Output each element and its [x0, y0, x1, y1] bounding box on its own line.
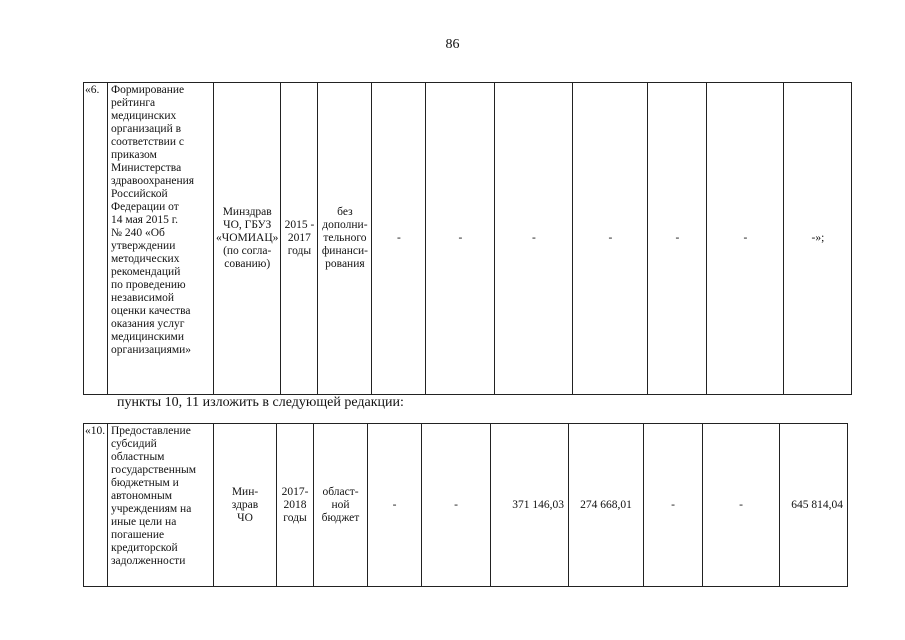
row-number: «10.: [84, 424, 108, 587]
table-row-10: [83, 423, 848, 587]
value-cell: -: [644, 424, 703, 587]
period-cell: 2017- 2018 годы: [277, 424, 314, 587]
financing-source-cell: област- ной бюджет: [314, 424, 368, 587]
value-cell: -: [372, 83, 426, 395]
financing-source-cell: без дополни- тельного финанси- рования: [318, 83, 372, 395]
value-cell: -: [703, 424, 780, 587]
amendment-instruction: пункты 10, 11 изложить в следующей редакции:: [117, 395, 404, 410]
table-row-6: [83, 82, 852, 395]
value-cell: -: [648, 83, 707, 395]
measure-name: Формирование рейтинга медицинских организаций в соответствии с приказом Министерства здравоохранения Российской Федерации от 14 мая 2015 г. № 240 «Об утверждении методических рекомендаций по проведению независимой оценки качества оказания услуг медицинскими организациями»: [108, 83, 214, 395]
value-cell: -: [707, 83, 784, 395]
row-number: «6.: [84, 83, 108, 395]
value-cell: -: [422, 424, 491, 587]
table-row: [84, 424, 848, 587]
value-cell: -: [573, 83, 648, 395]
executor-cell: Мин- здрав ЧО: [214, 424, 277, 587]
value-cell: 371 146,03: [491, 424, 569, 587]
value-cell: -: [426, 83, 495, 395]
table-row: [84, 83, 852, 395]
value-cell: -: [368, 424, 422, 587]
page-number: 86: [445, 37, 460, 52]
value-cell: 274 668,01: [569, 424, 644, 587]
total-cell: 645 814,04: [780, 424, 848, 587]
value-cell: -: [495, 83, 573, 395]
measure-name: Предоставление субсидий областным государственным бюджетным и автономным учреждениям на иные цели на погашение кредиторской задолженности: [108, 424, 214, 587]
period-cell: 2015 - 2017 годы: [281, 83, 318, 395]
total-cell: -»;: [784, 83, 852, 395]
executor-cell: Минздрав ЧО, ГБУЗ «ЧОМИАЦ» (по согла- сованию): [214, 83, 281, 395]
